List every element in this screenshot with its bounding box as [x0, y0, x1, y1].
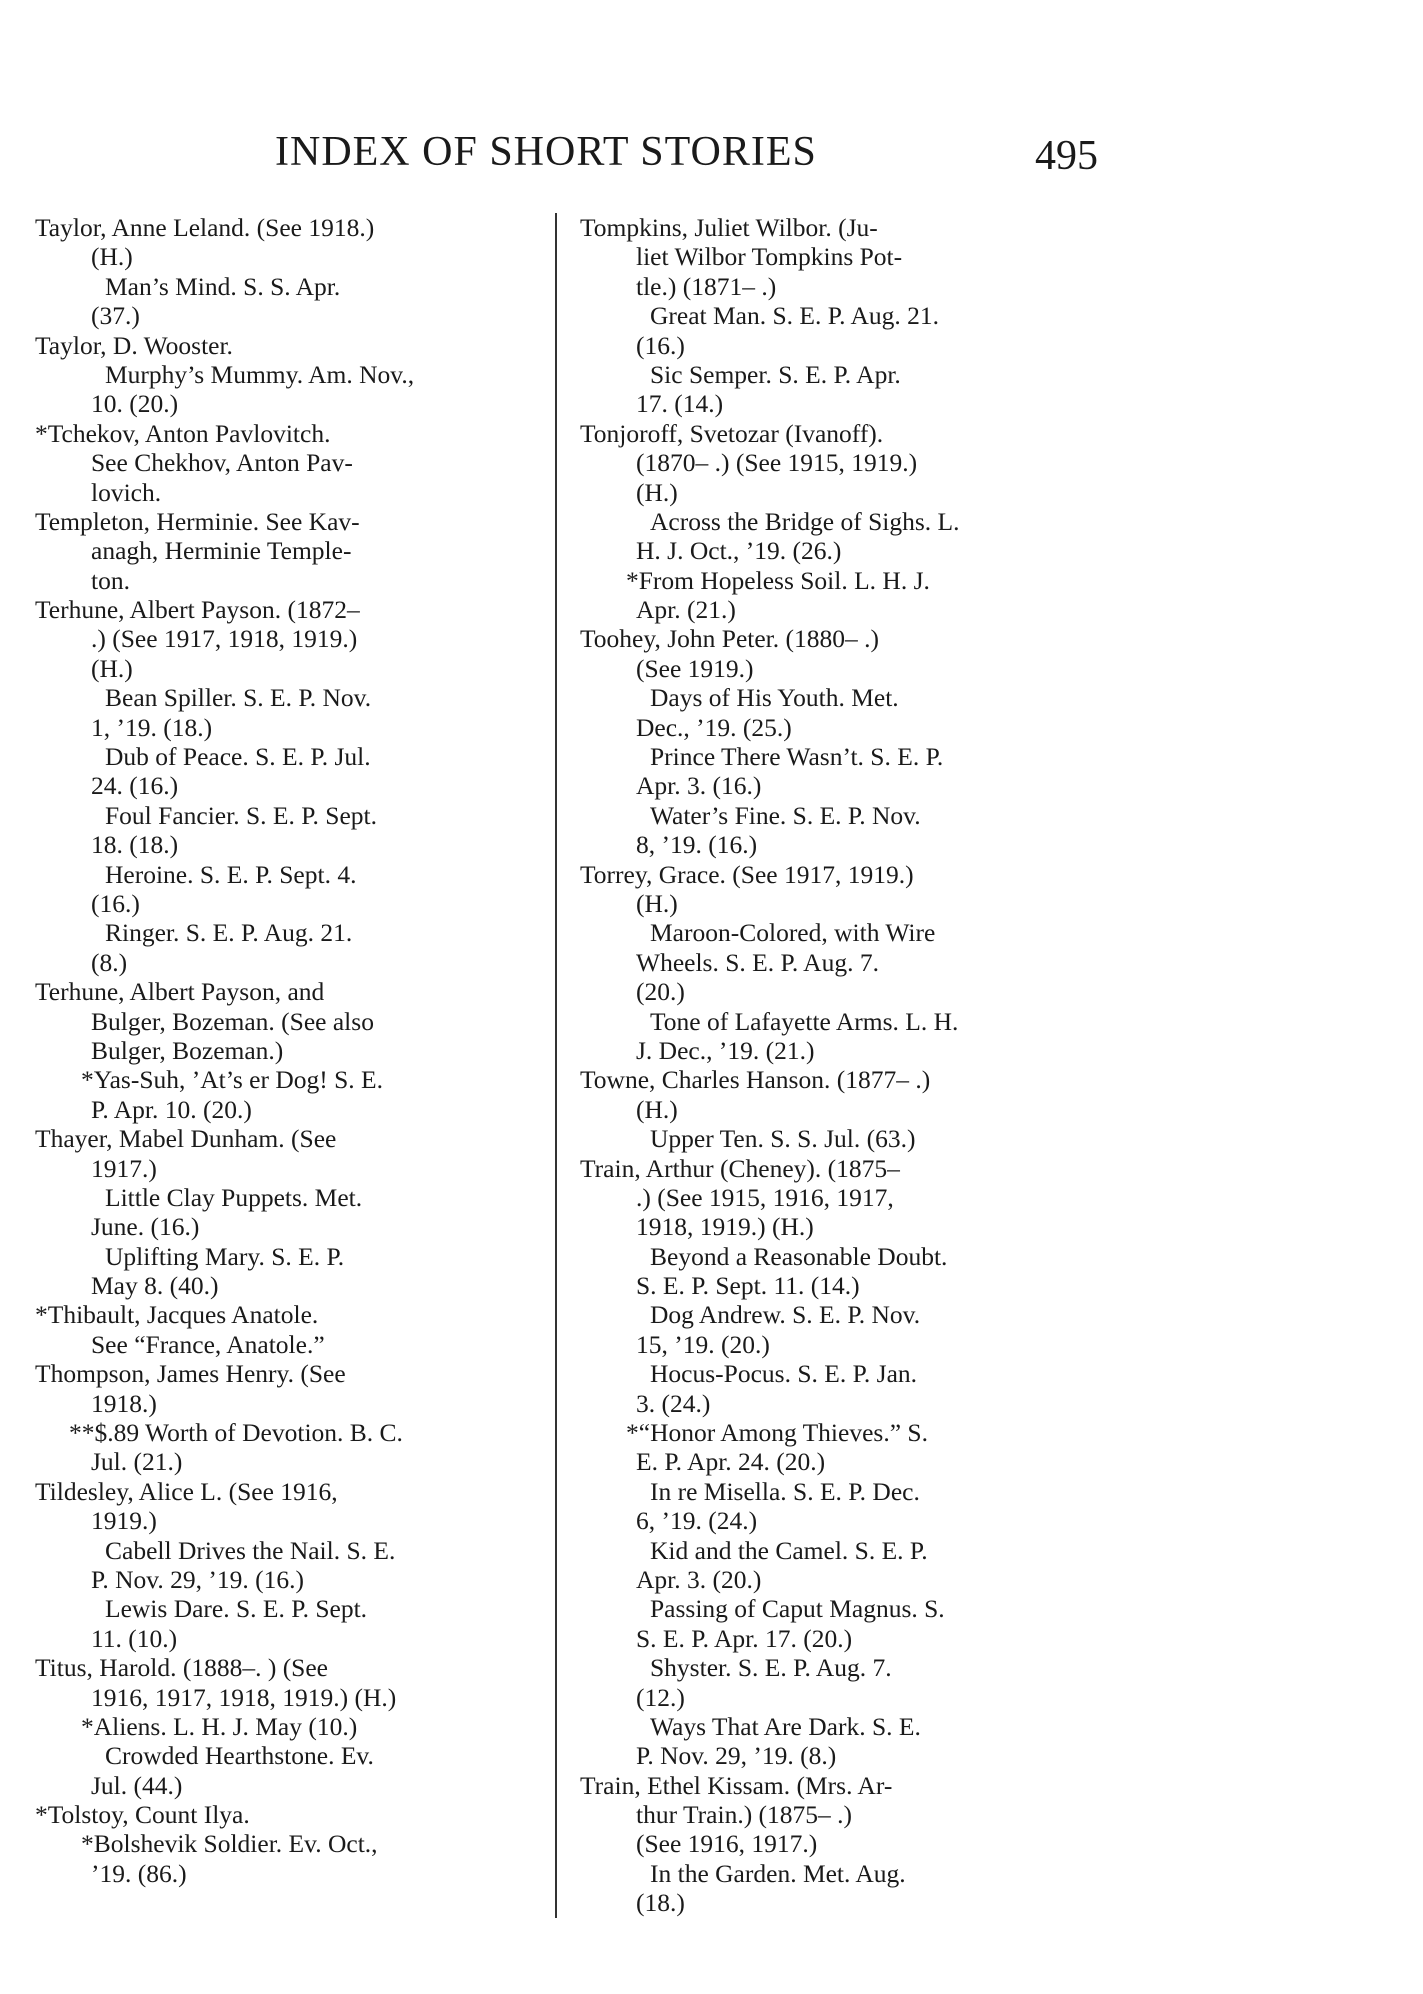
left-index-column: [35, 213, 535, 1888]
index-entry-line: (H.): [636, 1094, 678, 1124]
index-entry-line: (See 1919.): [636, 653, 754, 683]
index-entry-line: Titus, Harold. (1888–. ) (See: [35, 1653, 329, 1683]
index-entry-line: Water’s Fine. S. E. P. Nov.: [650, 800, 921, 830]
index-entry-line: S. E. P. Apr. 17. (20.): [636, 1623, 853, 1653]
index-entry-line: (16.): [636, 330, 685, 360]
index-entry-line: Torrey, Grace. (See 1917, 1919.): [580, 859, 914, 889]
index-entry-line: Man’s Mind. S. S. Apr.: [105, 271, 341, 301]
index-entry-line: Lewis Dare. S. E. P. Sept.: [105, 1594, 368, 1624]
index-entry-line: In the Garden. Met. Aug.: [650, 1858, 906, 1888]
index-entry-line: Passing of Caput Magnus. S.: [650, 1594, 945, 1624]
index-entry-line: P. Nov. 29, ’19. (8.): [636, 1741, 837, 1771]
index-entry-line: (12.): [636, 1682, 685, 1712]
index-entry-line: Sic Semper. S. E. P. Apr.: [650, 359, 901, 389]
index-entry-line: liet Wilbor Tompkins Pot-: [636, 242, 903, 272]
index-entry-line: H. J. Oct., ’19. (26.): [636, 536, 842, 566]
index-entry-line: Heroine. S. E. P. Sept. 4.: [105, 859, 357, 889]
index-entry-line: Towne, Charles Hanson. (1877– .): [580, 1065, 931, 1095]
index-entry-line: Wheels. S. E. P. Aug. 7.: [636, 947, 879, 977]
index-entry-line: See “France, Anatole.”: [91, 1329, 325, 1359]
index-entry-line: (1870– .) (See 1915, 1919.): [636, 448, 918, 478]
index-entry-line: Tompkins, Juliet Wilbor. (Ju-: [580, 213, 878, 242]
index-entry-line: Foul Fancier. S. E. P. Sept.: [105, 800, 378, 830]
index-entry-line: Kid and the Camel. S. E. P.: [650, 1535, 928, 1565]
index-entry-line: (H.): [636, 477, 678, 507]
index-entry-line: **$.89 Worth of Devotion. B. C.: [69, 1418, 403, 1448]
index-entry-line: Uplifting Mary. S. E. P.: [105, 1241, 345, 1271]
index-entry-line: Upper Ten. S. S. Jul. (63.): [650, 1124, 916, 1154]
index-entry-line: (See 1916, 1917.): [636, 1829, 818, 1859]
index-entry-line: (20.): [636, 977, 685, 1007]
index-entry-line: (H.): [91, 242, 133, 272]
index-entry-line: *Tchekov, Anton Pavlovitch.: [35, 418, 331, 448]
index-entry-line: Prince There Wasn’t. S. E. P.: [650, 742, 944, 772]
index-entry-line: 1918.): [91, 1388, 157, 1418]
index-entry-line: 11. (10.): [91, 1623, 178, 1653]
index-entry-line: Days of His Youth. Met.: [650, 683, 899, 713]
index-entry-line: (H.): [636, 888, 678, 918]
index-entry-line: Templeton, Herminie. See Kav-: [35, 506, 360, 536]
index-entry-line: 15, ’19. (20.): [636, 1329, 770, 1359]
index-entry-line: Ways That Are Dark. S. E.: [650, 1711, 921, 1741]
index-entry-line: 10. (20.): [91, 389, 179, 419]
index-entry-line: Thayer, Mabel Dunham. (See: [35, 1124, 337, 1154]
index-entry-line: Great Man. S. E. P. Aug. 21.: [650, 301, 939, 331]
index-entry-line: Little Clay Puppets. Met.: [105, 1182, 363, 1212]
index-entry-line: June. (16.): [91, 1212, 200, 1242]
column-divider: [555, 213, 557, 1918]
index-entry-line: 1916, 1917, 1918, 1919.) (H.): [91, 1682, 397, 1712]
index-entry-line: (16.): [91, 888, 140, 918]
index-entry-line: Apr. (21.): [636, 595, 736, 625]
index-entry-line: E. P. Apr. 24. (20.): [636, 1447, 826, 1477]
index-entry-line: *Thibault, Jacques Anatole.: [35, 1300, 319, 1330]
index-entry-line: *Yas-Suh, ’At’s er Dog! S. E.: [81, 1065, 384, 1095]
page-header: [0, 128, 1423, 178]
index-entry-line: (8.): [91, 947, 128, 977]
index-entry-line: Maroon-Colored, with Wire: [650, 918, 936, 948]
index-entry-line: 8, ’19. (16.): [636, 830, 758, 860]
index-entry-line: Dub of Peace. S. E. P. Jul.: [105, 742, 371, 772]
index-entry-line: 17. (14.): [636, 389, 724, 419]
index-entry-line: Taylor, D. Wooster.: [35, 330, 233, 360]
index-entry-line: Cabell Drives the Nail. S. E.: [105, 1535, 396, 1565]
index-entry-line: 6, ’19. (24.): [636, 1506, 758, 1536]
index-entry-line: 24. (16.): [91, 771, 179, 801]
index-entry-line: *From Hopeless Soil. L. H. J.: [626, 565, 930, 595]
index-entry-line: Bulger, Bozeman. (See also: [91, 1006, 374, 1036]
index-entry-line: (37.): [91, 301, 140, 331]
index-entry-line: Hocus-Pocus. S. E. P. Jan.: [650, 1359, 918, 1389]
index-entry-line: Terhune, Albert Payson, and: [35, 977, 325, 1007]
index-entry-line: Tildesley, Alice L. (See 1916,: [35, 1476, 338, 1506]
index-entry-line: Bean Spiller. S. E. P. Nov.: [105, 683, 372, 713]
index-entry-line: 18. (18.): [91, 830, 179, 860]
index-entry-line: Across the Bridge of Sighs. L.: [650, 506, 960, 536]
index-entry-line: P. Apr. 10. (20.): [91, 1094, 252, 1124]
index-entry-line: Dec., ’19. (25.): [636, 712, 792, 742]
index-entry-line: 1919.): [91, 1506, 157, 1536]
index-entry-line: *Tolstoy, Count Ilya.: [35, 1800, 250, 1830]
index-entry-line: Train, Ethel Kissam. (Mrs. Ar-: [580, 1770, 893, 1800]
index-entry-line: ’19. (86.): [91, 1858, 187, 1888]
index-entry-line: Toohey, John Peter. (1880– .): [580, 624, 879, 654]
page-number: 495: [1035, 133, 1098, 179]
index-entry-line: .) (See 1917, 1918, 1919.): [91, 624, 358, 654]
index-entry-line: ton.: [91, 565, 130, 595]
index-entry-line: Apr. 3. (20.): [636, 1564, 762, 1594]
index-entry-line: 1, ’19. (18.): [91, 712, 213, 742]
index-entry-line: Tonjoroff, Svetozar (Ivanoff).: [580, 418, 884, 448]
index-entry-line: Apr. 3. (16.): [636, 771, 762, 801]
page-title: INDEX OF SHORT STORIES: [275, 129, 817, 175]
index-entry-line: Murphy’s Mummy. Am. Nov.,: [105, 359, 415, 389]
index-entry-line: J. Dec., ’19. (21.): [636, 1035, 815, 1065]
index-entry-line: Beyond a Reasonable Doubt.: [650, 1241, 948, 1271]
index-entry-line: May 8. (40.): [91, 1271, 219, 1301]
index-entry-line: *“Honor Among Thieves.” S.: [626, 1418, 928, 1448]
index-entry-line: 1917.): [91, 1153, 157, 1183]
index-entry-line: Shyster. S. E. P. Aug. 7.: [650, 1653, 892, 1683]
index-entry-line: anagh, Herminie Temple-: [91, 536, 352, 566]
index-entry-line: (18.): [636, 1888, 685, 1918]
index-entry-line: S. E. P. Sept. 11. (14.): [636, 1271, 860, 1301]
index-entry-line: 1918, 1919.) (H.): [636, 1212, 814, 1242]
index-entry-line: Dog Andrew. S. E. P. Nov.: [650, 1300, 921, 1330]
index-entry-line: P. Nov. 29, ’19. (16.): [91, 1564, 304, 1594]
index-entry-line: Crowded Hearthstone. Ev.: [105, 1741, 374, 1771]
right-index-column: [580, 213, 1085, 1918]
index-entry-line: *Bolshevik Soldier. Ev. Oct.,: [81, 1829, 378, 1859]
index-entry-line: Terhune, Albert Payson. (1872–: [35, 595, 360, 625]
index-entry-line: lovich.: [91, 477, 162, 507]
index-entry-line: *Aliens. L. H. J. May (10.): [81, 1711, 358, 1741]
index-entry-line: Jul. (21.): [91, 1447, 183, 1477]
index-entry-line: .) (See 1915, 1916, 1917,: [636, 1182, 894, 1212]
index-entry-line: Train, Arthur (Cheney). (1875–: [580, 1153, 900, 1183]
index-entry-line: (H.): [91, 653, 133, 683]
index-entry-line: See Chekhov, Anton Pav-: [91, 448, 353, 478]
index-entry-line: thur Train.) (1875– .): [636, 1800, 853, 1830]
index-entry-line: Taylor, Anne Leland. (See 1918.): [35, 213, 375, 242]
index-entry-line: Ringer. S. E. P. Aug. 21.: [105, 918, 353, 948]
index-entry-line: In re Misella. S. E. P. Dec.: [650, 1476, 920, 1506]
index-entry-line: Jul. (44.): [91, 1770, 183, 1800]
index-entry-line: 3. (24.): [636, 1388, 711, 1418]
index-entry-line: Thompson, James Henry. (See: [35, 1359, 346, 1389]
index-entry-line: Tone of Lafayette Arms. L. H.: [650, 1006, 959, 1036]
index-entry-line: tle.) (1871– .): [636, 271, 777, 301]
index-entry-line: Bulger, Bozeman.): [91, 1035, 284, 1065]
